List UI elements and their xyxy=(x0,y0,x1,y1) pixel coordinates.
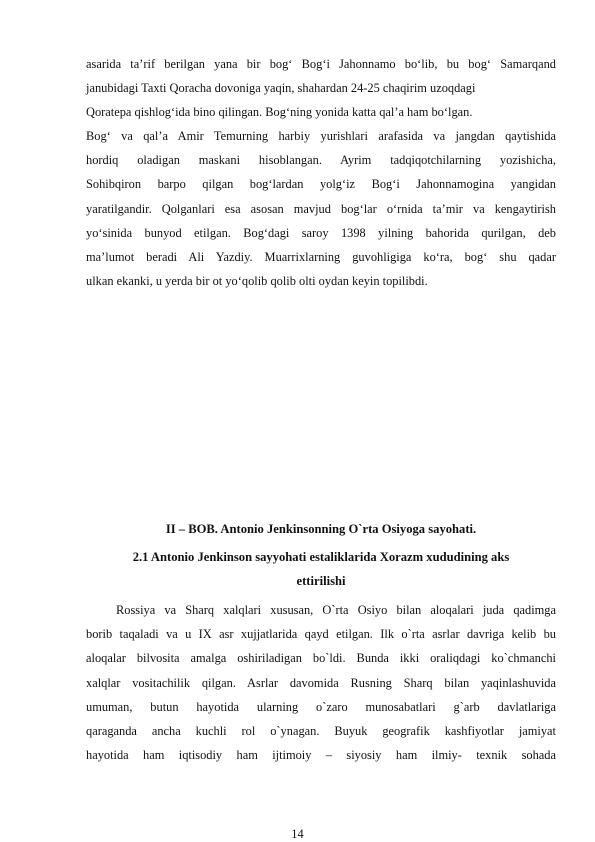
text-line: xalqlar vositachilik qilgan. Asrlar davomida Rusning Sharq bilan yaqinlashuvida xyxy=(86,675,556,690)
text-line: borib taqaladi va u IX asr xujjatlarida qayd etilgan. Ilk o`rta asrlar davriga kelib bu xyxy=(86,627,556,642)
paragraph-3 xyxy=(86,598,556,767)
paragraph-2 xyxy=(86,124,556,293)
section-heading-line: ettirilishi xyxy=(296,574,346,588)
text-line: asarida ta’rif berilgan yana bir bog‘ Bog‘i Jahonnamo bo‘lib, bu bog‘ Samarqand xyxy=(86,57,556,71)
text-line: aloqalar bilvosita amalga oshiriladigan bo`ldi. Bunda ikki oraliqdagi ko`chmanchi xyxy=(86,651,556,666)
text-line: ulkan ekanki, u yerda bir ot yo‘qolib qolib olti oydan keyin topilibdi. xyxy=(86,274,428,289)
paragraph-1 xyxy=(86,52,556,125)
text-line: hordiq oladigan maskani hisoblangan. Ayrim tadqiqotchilarning yozishicha, xyxy=(86,153,556,168)
text-line: yo‘sinida bunyod etilgan. Bog‘dagi saroy 1398 yilning bahorida qurilgan, deb xyxy=(86,225,556,240)
section-heading-line: 2.1 Antonio Jenkinson sayyohati estaliklarida Xorazm xududining aks xyxy=(132,550,510,564)
text-line: qaraganda ancha kuchli rol o`ynagan. Buyuk geografik kashfiyotlar jamiyat xyxy=(86,724,556,739)
chapter-heading: II – BOB. Antonio Jenkinsonning O`rta Osiyoga sayohati. xyxy=(165,522,477,536)
text-line: hayotida ham iqtisodiy ham ijtimoiy – siyosiy ham ilmiy- texnik sohada xyxy=(86,748,556,763)
text-line: janubidagi Taxti Qoracha dovoniga yaqin, shahardan 24-25 chaqirim uzoqdagi xyxy=(86,81,476,96)
text-line: Qoratepa qishlog‘ida bino qilingan. Bog‘ning yonida katta qal’a ham bo‘lgan. xyxy=(86,105,473,120)
text-line: yaratilgandir. Qolganlari esa asosan mavjud bog‘lar o‘rnida ta’mir va kengaytirish xyxy=(86,201,556,216)
text-line: umuman, butun hayotida ularning o`zaro munosabatlari g`arb davlatlariga xyxy=(86,699,556,714)
text-line: Sohibqiron barpo qilgan bog‘lardan yolg‘iz Bog‘i Jahonnamogina yangidan xyxy=(86,177,556,192)
text-line: Rossiya va Sharq xalqlari xususan, O`rta Osiyo bilan aloqalari juda qadimga xyxy=(116,603,556,617)
text-line: Bog‘ va qal’a Amir Temurning harbiy yurishlari arafasida va jangdan qaytishida xyxy=(86,129,556,143)
text-line: ma’lumot beradi Ali Yazdiy. Muarrixlarning guvohligiga ko‘ra, bog‘ shu qadar xyxy=(86,250,556,265)
section-heading xyxy=(86,545,556,593)
page-number: 14 xyxy=(291,827,304,841)
